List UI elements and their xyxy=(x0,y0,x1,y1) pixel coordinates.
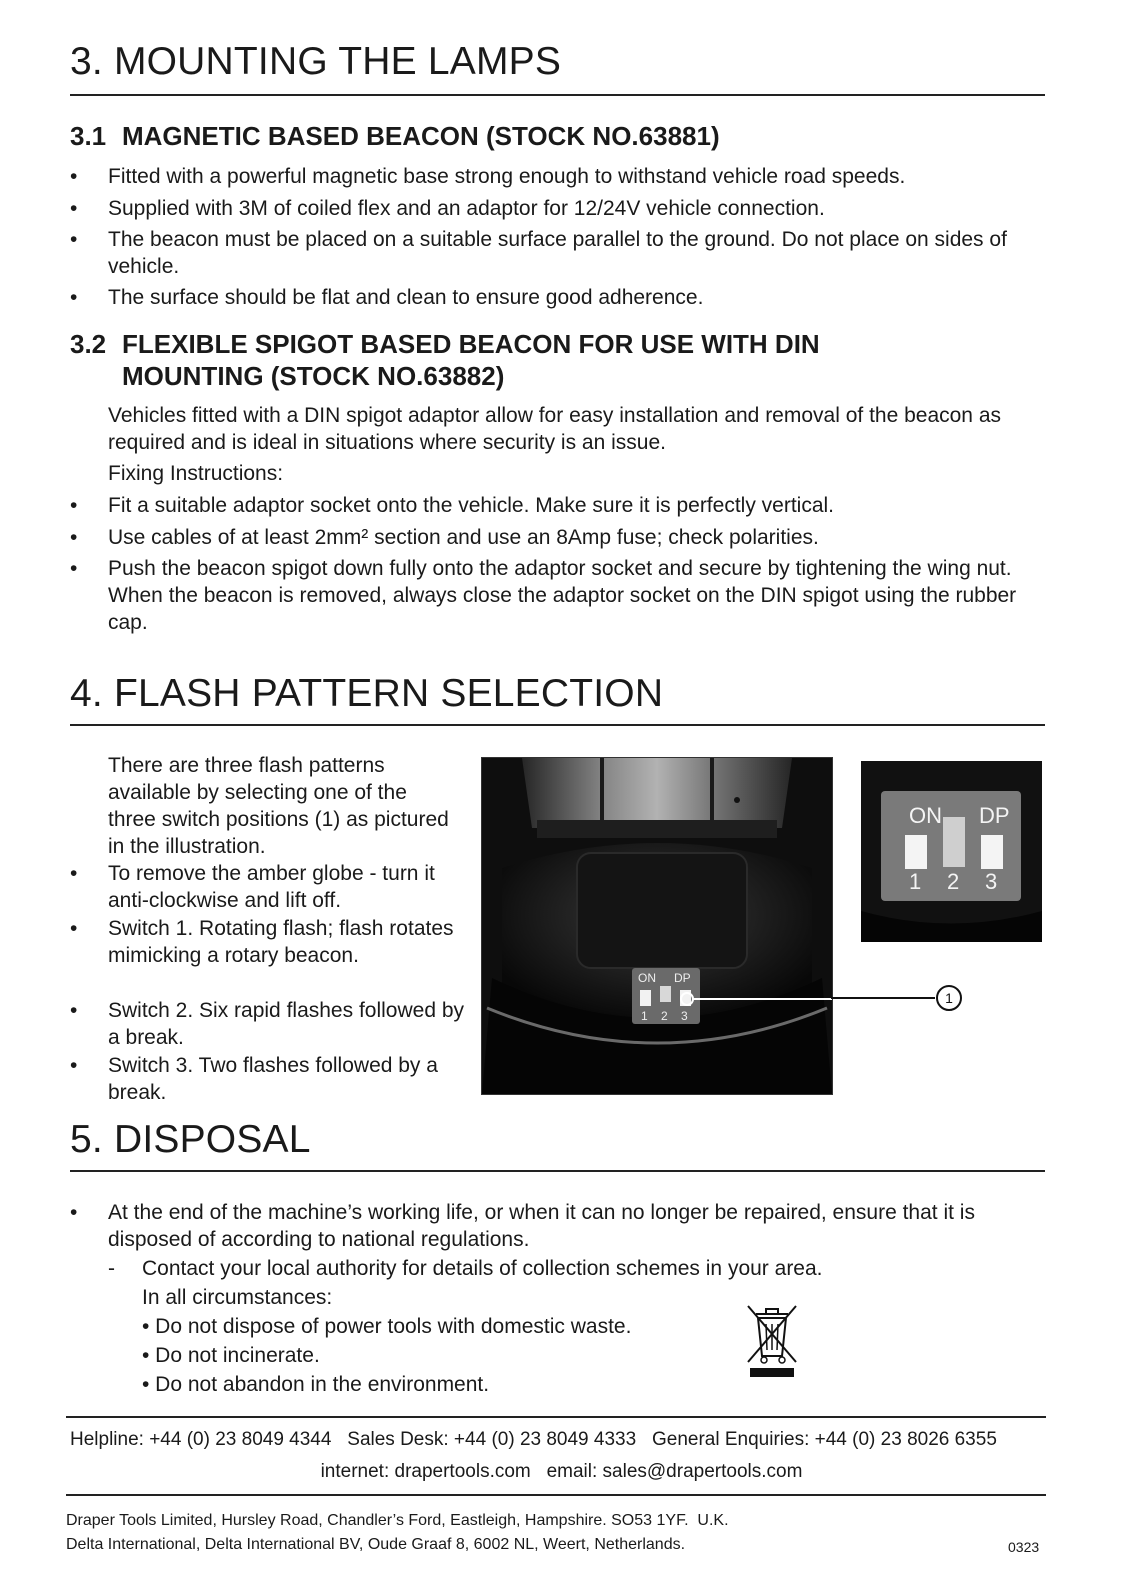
footer-address-uk: Draper Tools Limited, Hursley Road, Chandler’s Ford, Eastleigh, Hampshire. SO53 1YF. U.K. xyxy=(66,1512,729,1529)
section-3-1-title: MAGNETIC BASED BEACON (STOCK NO.63881) xyxy=(122,121,720,151)
section-3-rule xyxy=(70,94,1045,96)
section-3-2-intro: Vehicles fitted with a DIN spigot adaptor allow for easy installation and removal of the beacon as required and is ideal in situations where security is an issue. xyxy=(108,404,1002,454)
footer-bottom-rule xyxy=(66,1494,1046,1496)
circumstances-label: In all circumstances: xyxy=(142,1286,333,1309)
section-3-1-heading xyxy=(70,120,720,152)
weee-crossed-bin-icon xyxy=(742,1300,802,1380)
section-3-2-title-line2: MOUNTING (STOCK NO.63882) xyxy=(122,361,505,391)
list-item: • Do not incinerate. xyxy=(142,1344,320,1367)
list-item: • At the end of the machine’s working life, or when it can no longer be repaired, ensure that it is disposed of according to national regulations. xyxy=(70,1201,975,1251)
document-code: 0323 xyxy=(1008,1539,1040,1555)
footer-top-rule xyxy=(66,1416,1046,1418)
list-item: • The beacon must be placed on a suitable surface parallel to the ground. Do not place on sides of vehicle. xyxy=(70,228,1007,278)
photo-switch-label-on: ON xyxy=(638,971,656,985)
section-5-heading: 5. DISPOSAL xyxy=(70,1118,311,1161)
section-3-2-number: 3.2 xyxy=(70,329,107,359)
list-item: • Switch 2. Six rapid flashes followed by a break. xyxy=(70,999,465,1049)
section-5-rule xyxy=(70,1170,1045,1172)
photo-switch-label-dp: DP xyxy=(674,971,691,985)
list-item: • Do not abandon in the environment. xyxy=(142,1373,490,1396)
section-3-2-heading xyxy=(70,328,820,392)
section-3-2-title-line1: FLEXIBLE SPIGOT BASED BEACON FOR USE WITH DIN xyxy=(122,329,820,359)
inset-switch-label-dp: DP xyxy=(979,803,1010,828)
beacon-photo xyxy=(481,757,833,1095)
list-item: • To remove the amber globe - turn it anti-clockwise and lift off. xyxy=(70,862,435,912)
inset-switch-number-2: 2 xyxy=(947,869,960,894)
list-item: • Fit a suitable adaptor socket onto the vehicle. Make sure it is perfectly vertical. xyxy=(70,494,835,517)
photo-switch-number-1: 1 xyxy=(641,1009,648,1023)
dip-switch-closeup-drawing xyxy=(861,761,1042,942)
list-item: • Fitted with a powerful magnetic base strong enough to withstand vehicle road speeds. xyxy=(70,165,906,188)
section-4-intro: There are three flash patterns available by selecting one of the three switch positions (1) as pictured in the illustration. xyxy=(108,754,449,858)
photo-switch-number-2: 2 xyxy=(661,1009,668,1023)
section-3-1-number: 3.1 xyxy=(70,121,107,151)
section-4-rule xyxy=(70,724,1045,726)
list-item: • The surface should be flat and clean to ensure good adherence. xyxy=(70,286,704,309)
list-item: • Do not dispose of power tools with domestic waste. xyxy=(142,1315,632,1338)
section-4-heading: 4. FLASH PATTERN SELECTION xyxy=(70,672,664,715)
inset-switch-label-on: ON xyxy=(909,803,942,828)
beacon-photo-drawing xyxy=(482,758,832,1094)
inset-switch-number-1: 1 xyxy=(909,869,922,894)
footer-web: internet: drapertools.com email: sales@drapertools.com xyxy=(320,1461,803,1482)
callout-marker xyxy=(831,983,971,1013)
disposal-dash-item: - Contact your local authority for details of collection schemes in your area. xyxy=(108,1257,823,1280)
fixing-instructions-label: Fixing Instructions: xyxy=(108,462,284,485)
list-item: • Supplied with 3M of coiled flex and an adaptor for 12/24V vehicle connection. xyxy=(70,197,825,220)
footer-contacts: Helpline: +44 (0) 23 8049 4344 Sales Desk: +44 (0) 23 8049 4333 General Enquiries: +44 (0) 23 8026 6355 xyxy=(70,1429,997,1450)
list-item: • Switch 1. Rotating flash; flash rotates mimicking a rotary beacon. xyxy=(70,917,454,967)
list-item: • Use cables of at least 2mm² section and use an 8Amp fuse; check polarities. xyxy=(70,526,819,549)
dip-switch-closeup-photo xyxy=(861,761,1042,942)
footer-address-nl: Delta International, Delta International BV, Oude Graaf 8, 6002 NL, Weert, Netherlands. xyxy=(66,1536,686,1553)
photo-switch-number-3: 3 xyxy=(681,1009,688,1023)
callout-number: 1 xyxy=(945,990,953,1006)
list-item: • Push the beacon spigot down fully onto the adaptor socket and secure by tightening the wing nut. When the beacon is removed, always close the adaptor socket on the DIN spigot using the rubber cap. xyxy=(70,557,1017,634)
list-item: • Switch 3. Two flashes followed by a break. xyxy=(70,1054,438,1104)
section-3-heading: 3. MOUNTING THE LAMPS xyxy=(70,40,562,83)
inset-switch-number-3: 3 xyxy=(985,869,998,894)
